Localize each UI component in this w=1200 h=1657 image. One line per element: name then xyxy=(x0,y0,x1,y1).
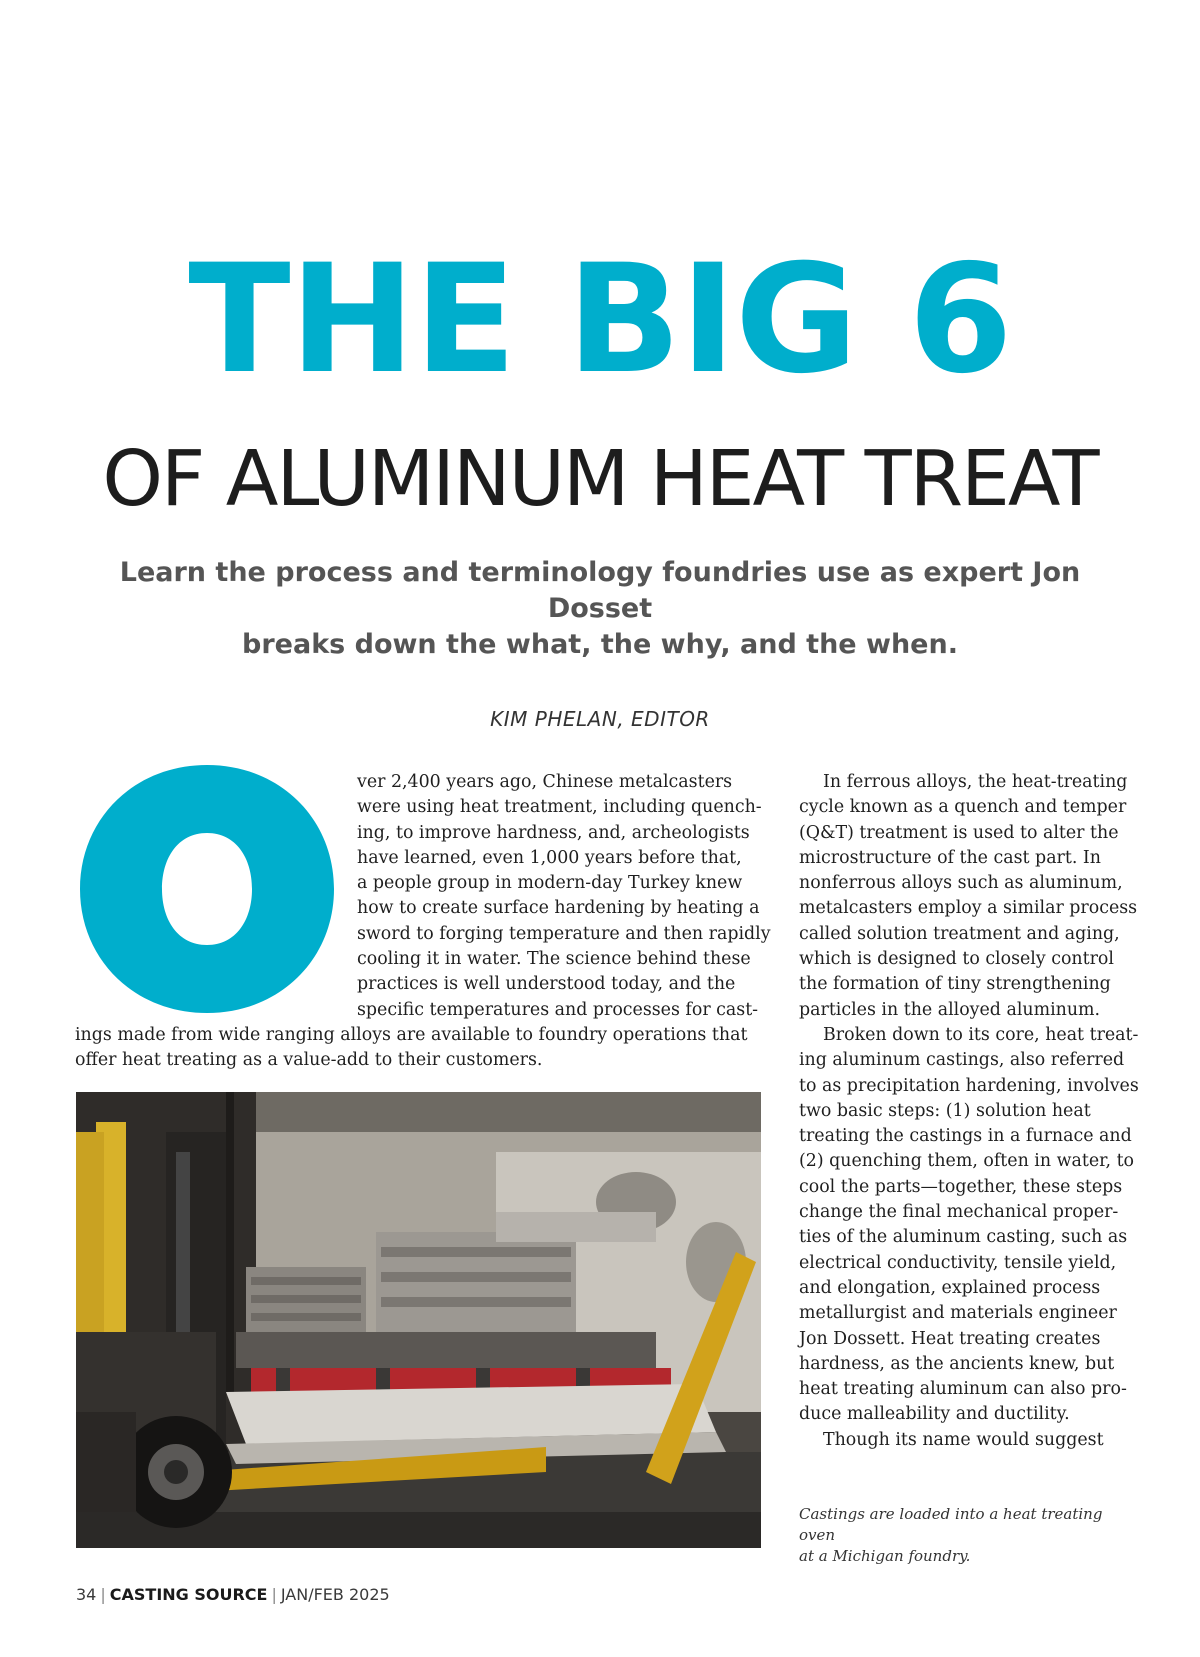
photo-illustration xyxy=(76,1092,761,1548)
body-line: have learned, even 1,000 years before that, xyxy=(357,847,742,868)
body-line: to as precipitation hardening, involves xyxy=(799,1075,1139,1096)
body-line: Jon Dossett. Heat treating creates xyxy=(799,1328,1101,1349)
body-line: heat treating aluminum can also pro- xyxy=(799,1379,1127,1400)
caption-line: at a Michigan foundry. xyxy=(799,1547,971,1565)
body-line: were using heat treatment, including quench- xyxy=(357,797,762,818)
body-line: nonferrous alloys such as aluminum, xyxy=(799,873,1123,894)
body-line: called solution treatment and aging, xyxy=(799,923,1120,944)
page-footer xyxy=(76,1585,390,1604)
body-line: sword to forging temperature and then rapidly xyxy=(357,923,771,944)
photo-caption xyxy=(799,1504,1119,1567)
body-line: ings made from wide ranging alloys are available to foundry operations that xyxy=(75,1024,748,1045)
headline-sub: OF ALUMINUM HEAT TREAT xyxy=(102,435,1098,524)
body-line: Though its name would suggest xyxy=(823,1429,1104,1450)
body-line: ties of the aluminum casting, such as xyxy=(799,1227,1128,1248)
footer-separator: | xyxy=(100,1585,106,1604)
headline-main: THE BIG 6 xyxy=(188,233,1012,407)
body-line: metallurgist and materials engineer xyxy=(799,1303,1117,1324)
body-line: (Q&T) treatment is used to alter the xyxy=(799,822,1119,843)
caption-line: Castings are loaded into a heat treating oven xyxy=(799,1505,1103,1544)
body-line: treating the castings in a furnace and xyxy=(799,1126,1132,1147)
issue-date: JAN/FEB 2025 xyxy=(280,1585,390,1604)
body-left-column xyxy=(75,770,771,1074)
footer-separator: | xyxy=(271,1585,277,1604)
body-line: microstructure of the cast part. In xyxy=(799,847,1101,868)
body-line: cooling it in water. The science behind these xyxy=(357,949,751,970)
body-line: change the final mechanical proper- xyxy=(799,1202,1119,1223)
article-photo xyxy=(76,1092,761,1548)
body-line: which is designed to closely control xyxy=(799,949,1114,970)
body-line: offer heat treating as a value-add to their customers. xyxy=(75,1050,543,1071)
body-line: and elongation, explained process xyxy=(799,1277,1101,1298)
body-line: two basic steps: (1) solution heat xyxy=(799,1100,1091,1121)
body-line: ing aluminum castings, also referred xyxy=(799,1050,1125,1071)
body-line: electrical conductivity, tensile yield, xyxy=(799,1252,1117,1273)
body-line: metalcasters employ a similar process xyxy=(799,898,1138,919)
byline: KIM PHELAN, EDITOR xyxy=(490,707,710,731)
body-line: a people group in modern-day Turkey knew xyxy=(357,873,743,894)
body-line: practices is well understood today, and the xyxy=(357,974,736,995)
body-line: ver 2,400 years ago, Chinese metalcasters xyxy=(357,772,733,792)
body-right-column xyxy=(799,770,1139,1453)
body-line: cycle known as a quench and temper xyxy=(799,797,1127,818)
deck-line: breaks down the what, the why, and the when. xyxy=(242,629,958,660)
body-line: how to create surface hardening by heating a xyxy=(357,898,760,919)
page-number: 34 xyxy=(76,1585,97,1604)
body-line: duce malleability and ductility. xyxy=(799,1404,1070,1425)
deck xyxy=(90,555,1110,663)
body-line: hardness, as the ancients knew, but xyxy=(799,1353,1115,1374)
body-line: cool the parts—together, these steps xyxy=(799,1176,1123,1197)
body-line: (2) quenching them, often in water, to xyxy=(799,1151,1135,1172)
body-line: Broken down to its core, heat treat- xyxy=(823,1024,1139,1045)
body-line: particles in the alloyed aluminum. xyxy=(799,999,1101,1020)
body-line: specific temperatures and processes for cast- xyxy=(357,999,759,1020)
publication-name: CASTING SOURCE xyxy=(109,1585,268,1604)
body-line: ing, to improve hardness, and, archeologists xyxy=(357,822,750,843)
body-line: In ferrous alloys, the heat-treating xyxy=(823,772,1128,792)
body-line: the formation of tiny strengthening xyxy=(799,974,1111,995)
deck-line: Learn the process and terminology foundries use as expert Jon Dosset xyxy=(119,557,1081,624)
